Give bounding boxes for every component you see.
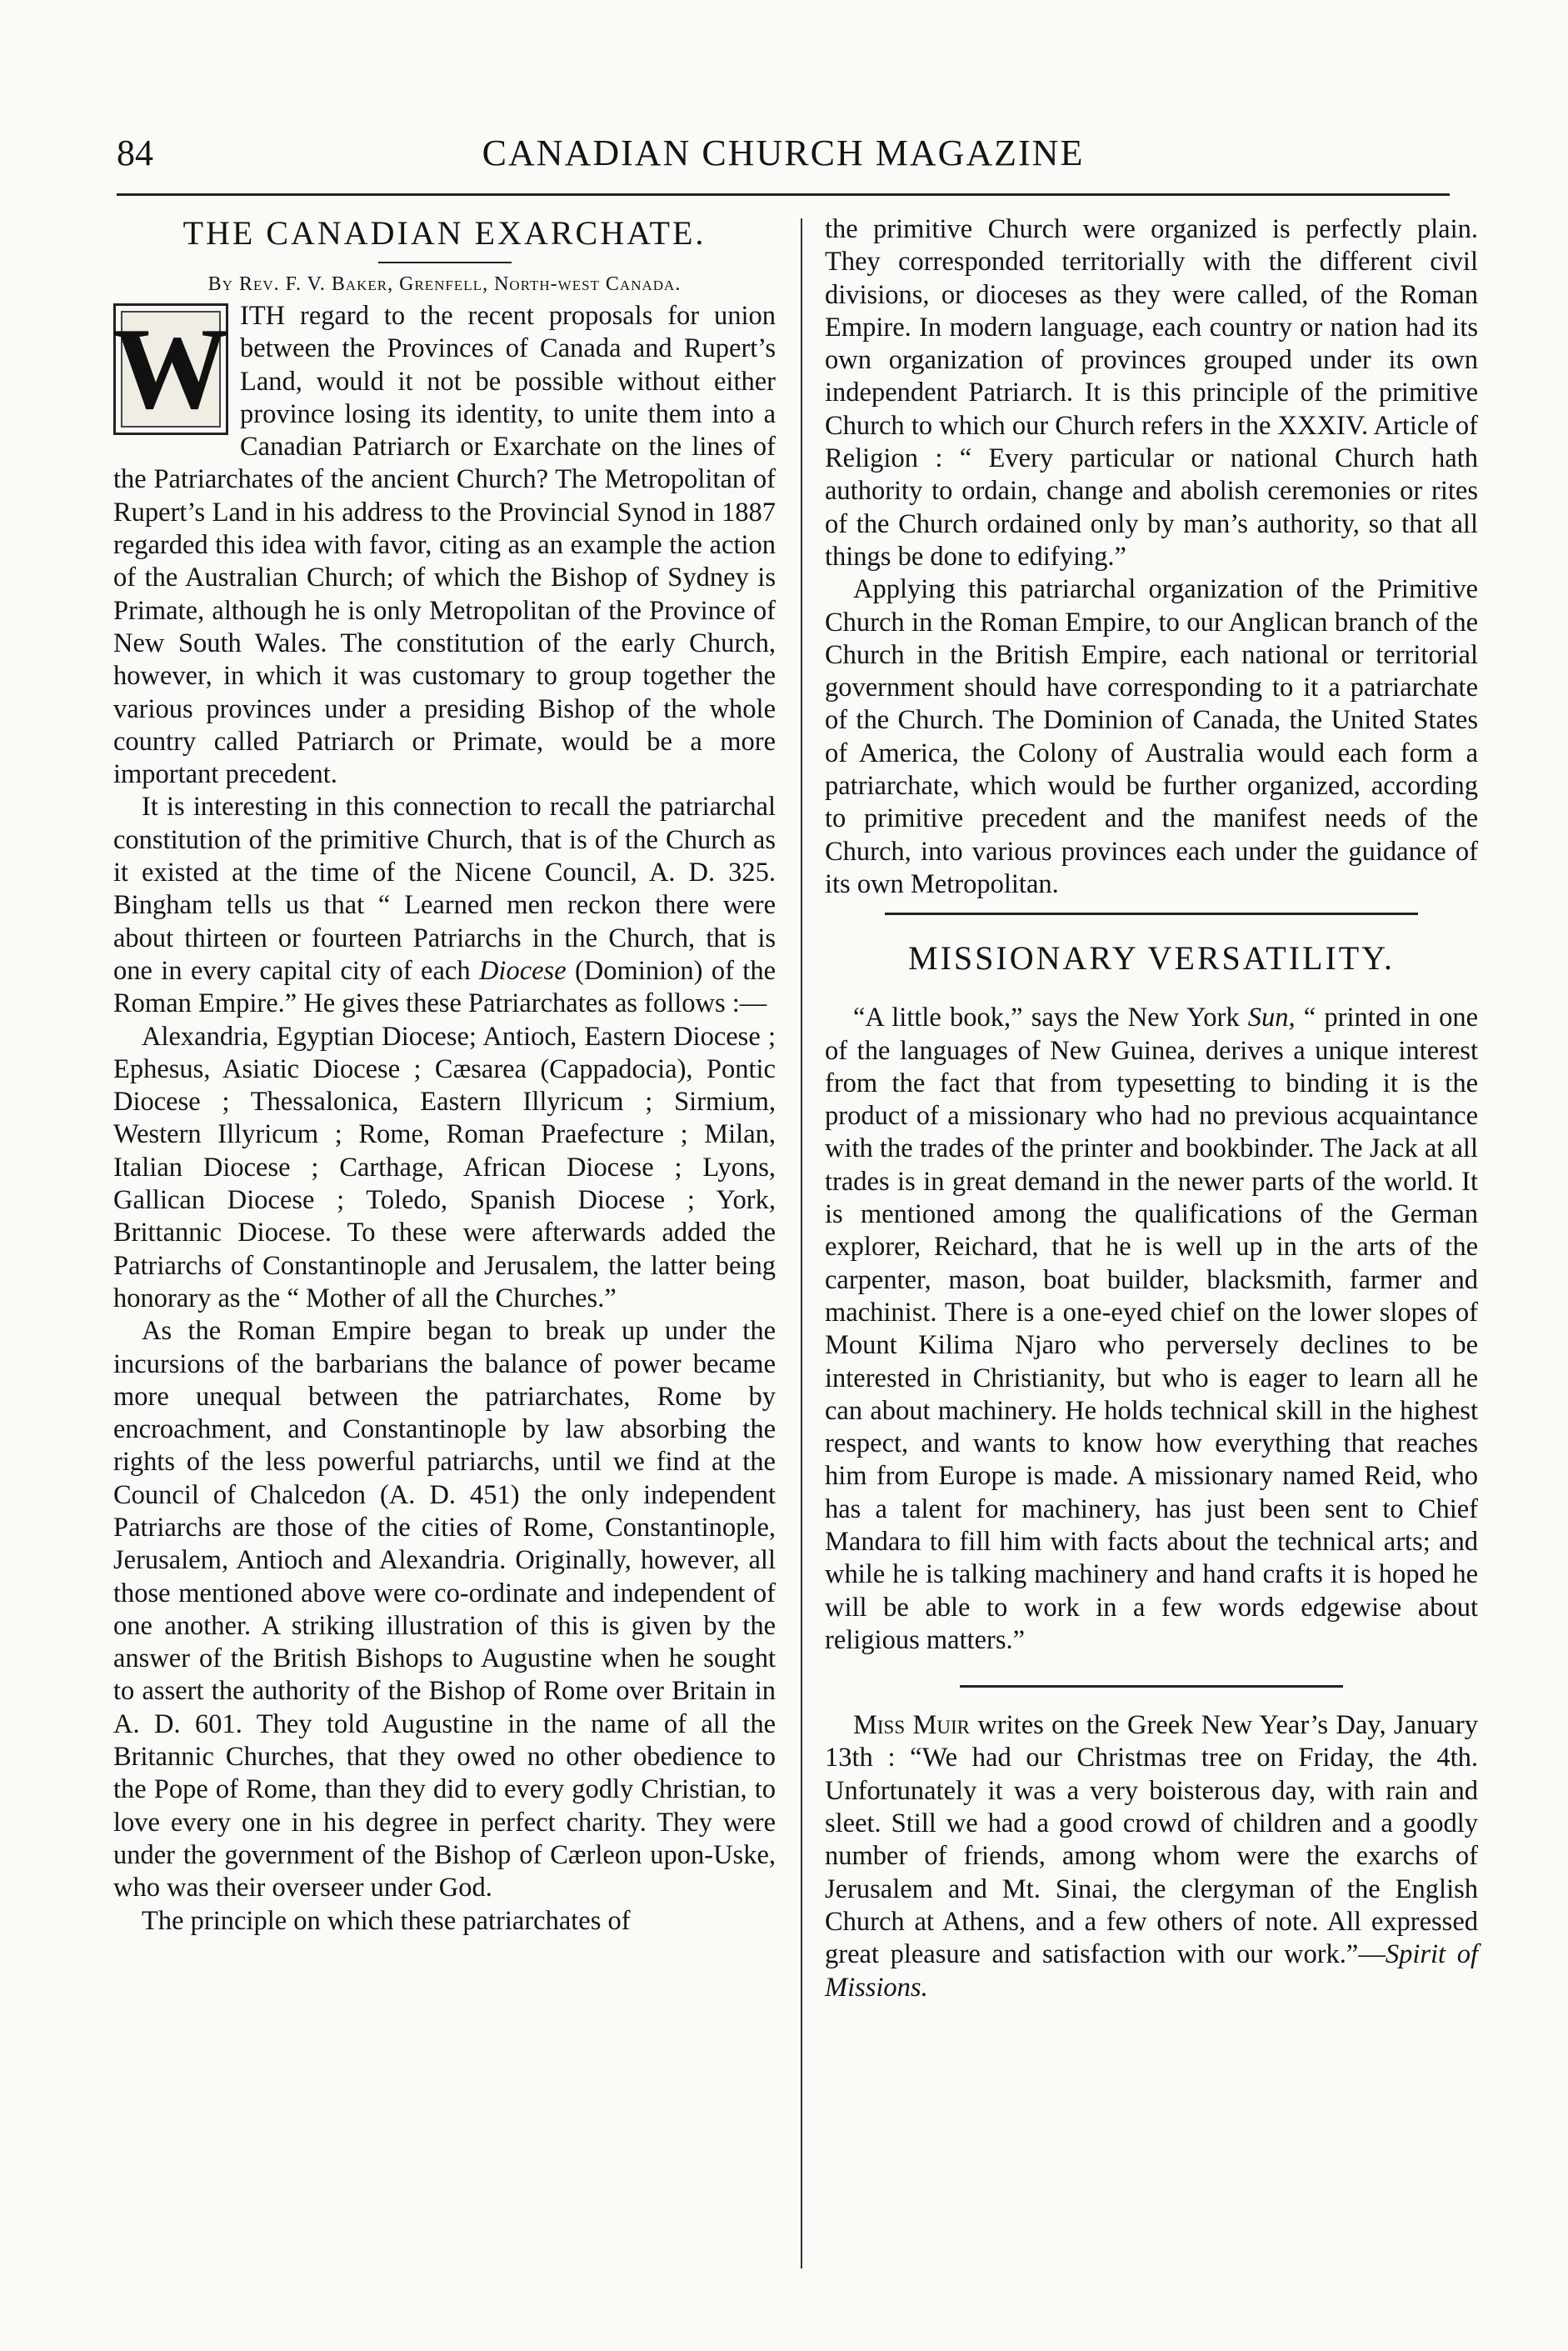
article-byline: By Rev. F. V. Baker, Grenfell, North-west Canada. <box>207 273 682 295</box>
paragraph-text: It is interesting in this connection to recall the patriarchal constitution of the primitive Church, that is of the Church as it existed at the time of the Nicene Council, A. D. 325. Bingham tells us that “ Learned men reckon there were about thirteen or fourteen Patriarchs in the Church, that is one in every capital city of each <box>113 792 776 986</box>
article-title-missionary-versatility: MISSIONARY VERSATILITY. <box>908 939 1395 978</box>
article-paragraph <box>825 1709 1478 2004</box>
article-paragraph: Applying this patriarchal organization of the Primitive Church in the Roman Empire, to our Anglican branch of the Church in the British Empire, each national or territorial government should have corresponding to it a patriarchate of the Church. The Dominion of Canada, the United States of America, the Colony of Australia would each form a patriarchate, which would be further organized, according to primitive precedent and the manifest needs of the Church, into various provinces each under the guidance of its own Metropolitan. <box>825 574 1478 899</box>
page-header <box>117 125 1450 183</box>
section-rule <box>960 1685 1343 1688</box>
article-paragraph: Alexandria, Egyptian Diocese; Antioch, Eastern Diocese ; Ephesus, Asiatic Diocese ; Cæsarea (Cappadocia), Pontic Diocese ; Thessalonica, Eastern Illyricum ; Sirmium, Western Illyricum ; Rome, Roman Praefecture ; Milan, Italian Diocese ; Carthage, African Diocese ; Lyons, Gallican Diocese ; Toledo, Spanish Diocese ; York, Brittannic Diocese. To these were afterwards added the Patriarchs of Constantinople and Jerusalem, the latter being honorary as the “ Mother of all the Churches.” <box>113 1021 776 1313</box>
lead-name: Miss Muir <box>853 1710 970 1741</box>
column-divider <box>801 218 802 2268</box>
article-title-canadian-exarchate: THE CANADIAN EXARCHATE. <box>182 214 707 252</box>
italic-text: Diocese <box>478 955 567 986</box>
paragraph-text: “A little book,” says the New York <box>853 1003 1248 1033</box>
source-citation: Spirit of Missions. <box>825 1939 1478 2003</box>
paragraph-text: “ printed in one of the languages of New Guinea, derives a unique interest from the fact that from typesetting to binding it is the product of a missionary who had no previous acquaintance with the trades of the printer and bookbinder. The Jack at all trades is in great demand in the newer parts of the world. It is mentioned among the qualifications of the German explorer, Reichard, that he is well up in the arts of the carpenter, mason, boat builder, blacksmith, farmer and machinist. There is a one-eyed chief on the lower slopes of Mount Kilima Njaro who perversely declines to be interested in Christianity, but who is eager to learn all he can about machinery. He holds technical skill in the highest respect, and wants to know how everything that reaches him from Europe is made. A missionary named Reid, who has a talent for machinery, has just been sent to Chief Mandara to fill him with facts about the technical arts; and while he is talking machinery and hand crafts it is hoped he will be able to work in a few words edgewise about religious matters.” <box>825 1003 1478 1655</box>
running-title: CANADIAN CHURCH MAGAZINE <box>482 133 1085 173</box>
italic-text: Sun, <box>1247 1003 1296 1033</box>
section-rule <box>885 913 1418 915</box>
paragraph-text: writes on the Greek New Year’s Day, January 13th : “We had our Christmas tree on Friday, the 4th. Unfortunately it was a very boisterous day, with rain and sleet. Still we had a good crowd of children and a goodly number of friends, among whom were the exarchs of Jerusalem and Mt. Sinai, the clergyman of the English Church at Athens, and a few others of note. All expressed great pleasure and satisfaction with our work.”— <box>825 1710 1478 1970</box>
dropcap-ornament: W <box>112 304 229 433</box>
title-rule <box>378 262 512 263</box>
header-rule <box>117 193 1450 196</box>
spacer <box>825 987 1478 1002</box>
article-paragraph: The principle on which these patriarchates of <box>142 1905 631 1936</box>
article-paragraph <box>113 791 776 1020</box>
article-paragraph <box>825 1002 1478 1657</box>
paragraph-text: ITH regard to the recent proposals for union between the Provinces of Canada and Rupert’s Land, would it not be possible without either province losing its identity, to unite them into a Canadian Patriarch or Exarchate on the lines of the Patriarchates of the ancient Church? The Metropolitan of Rupert’s Land in his address to the Provincial Synod in 1887 regarded this idea with favor, citing as an example the action of the Australian Church; of which the Bishop of Sydney is Primate, although he is only Metropolitan of the Province of New South Wales. The constitution of the early Church, however, in which it was customary to group together the various provinces under a presiding Bishop of the whole country called Patriarch or Primate, would be a more important precedent. <box>113 301 776 790</box>
right-column <box>825 213 1478 2004</box>
left-column <box>113 213 776 1938</box>
paragraph-text: (Dominion) of the Roman Empire.” He gives these Patriarchates as follows :— <box>113 955 776 1019</box>
page-number: 84 <box>117 133 153 173</box>
article-paragraph: As the Roman Empire began to break up under the incursions of the barbarians the balance of power became more unequal between the patriarchates, Rome by encroachment, and Constantinople by law absorbing the rights of the less powerful patriarchs, until we find at the Council of Chalcedon (A. D. 451) the only independent Patriarchs are those of the cities of Rome, Constantinople, Jerusalem, Antioch and Alexandria. Originally, however, all those mentioned above were co-ordinate and independent of one another. A striking illustration of this is given by the answer of the British Bishops to Augustine when he sought to assert the authority of the Bishop of Rome over Britain in A. D. 601. They told Augustine in the name of all the Britannic Churches, that they owed no other obedience to the Pope of Rome, than they did to every godly Christian, to love every one in his degree in perfect charity. They were under the government of the Bishop of Cærleon upon-Uske, who was their overseer under God. <box>113 1316 776 1903</box>
article-paragraph <box>113 300 776 791</box>
article-paragraph-continued: the primitive Church were organized is perfectly plain. They corresponded territorially with the different civil divisions, or dioceses as they were called, of the Roman Empire. In modern language, each country or nation had its own organization of provinces grouped under its own independent Patriarch. It is this principle of the primitive Church to which our Church refers in the XXXIV. Article of Religion : “ Every particular or national Church hath authority to ordain, change and abolish ceremonies or rites of the Church ordained only by man’s authority, so that all things be done to edifying.” <box>825 214 1478 572</box>
